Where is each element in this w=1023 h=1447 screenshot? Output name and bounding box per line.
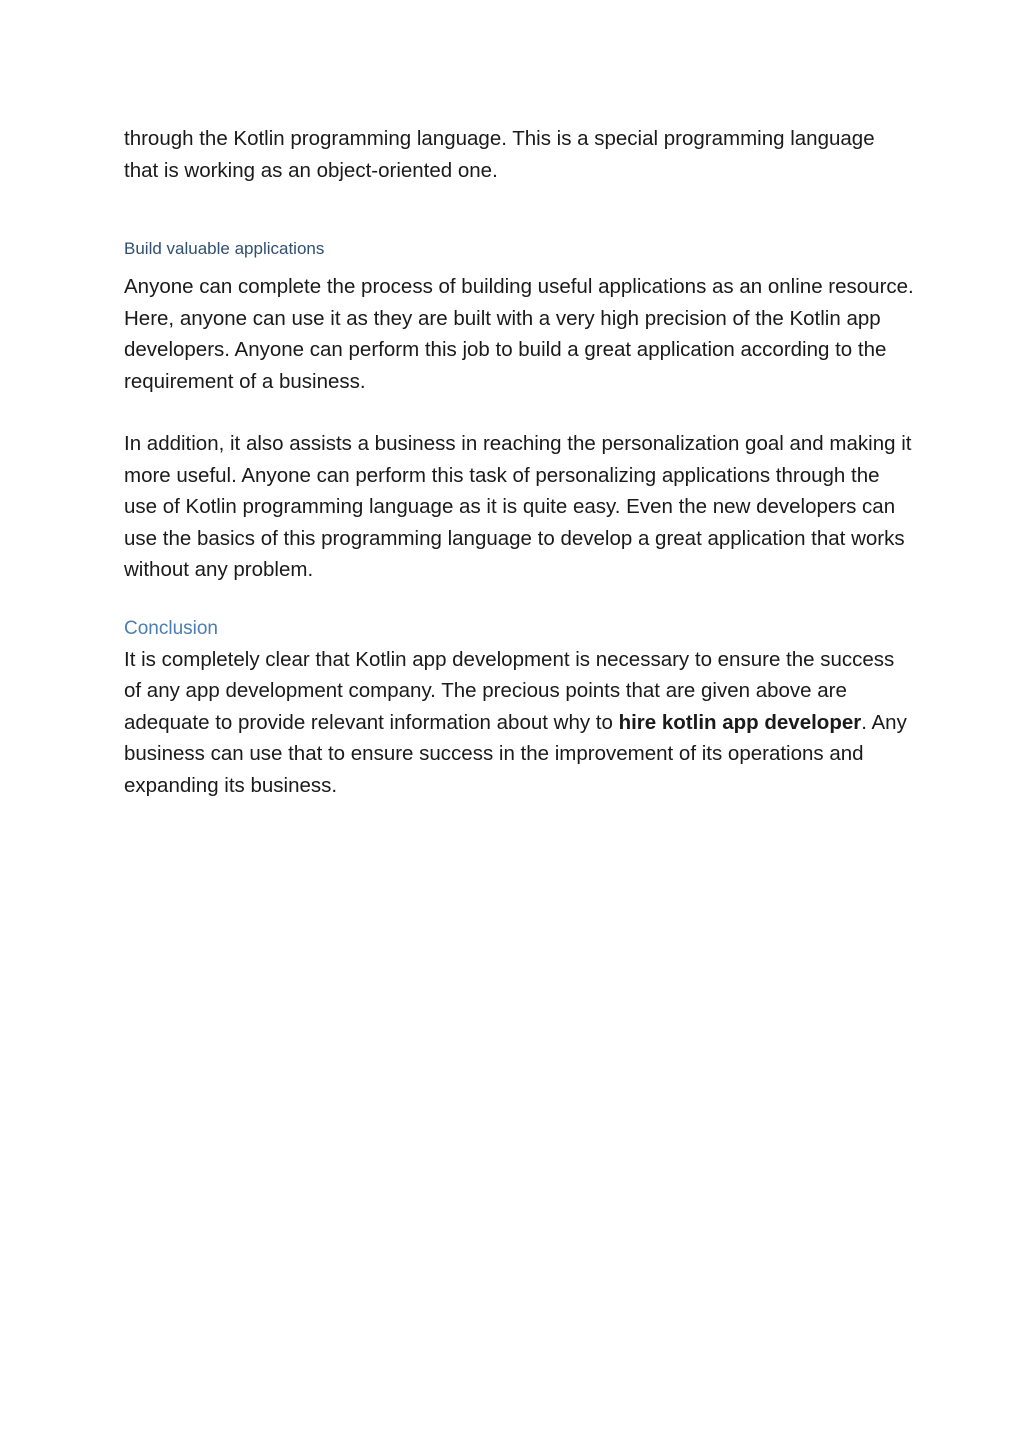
personalization-paragraph: In addition, it also assists a business in reaching the personalization goal and making it more useful. Anyone can perform this task of personalizing applications through the use of Kotlin programming language as it is quite easy. Even the new developers can use the basics of this programming language to develop a great application that works without any problem. (124, 432, 912, 581)
conclusion-paragraph (124, 644, 914, 802)
build-applications-paragraph: Anyone can complete the process of building useful applications as an online resource. Here, anyone can use it as they are built with a very high precision of the Kotlin app developers. Anyone can perform this job to build a great application according to the requirement of a business. (124, 275, 914, 393)
conclusion-text-after: . Any business can use that to ensure success in the improvement of its operations and expanding its business. (124, 710, 907, 797)
conclusion-text-before: It is completely clear that Kotlin app development is necessary to ensure the success of any app development company. The precious points that are given above are adequate to provide relevant information about why to (124, 647, 895, 734)
hire-kotlin-developer-text: hire kotlin app developer (618, 710, 862, 734)
section-heading-build-applications: Build valuable applications (124, 239, 325, 258)
intro-paragraph: through the Kotlin programming language. This is a special programming language that is working as an object-oriented one. (124, 127, 875, 182)
section-heading-conclusion: Conclusion (124, 617, 218, 639)
document-body (124, 123, 914, 801)
